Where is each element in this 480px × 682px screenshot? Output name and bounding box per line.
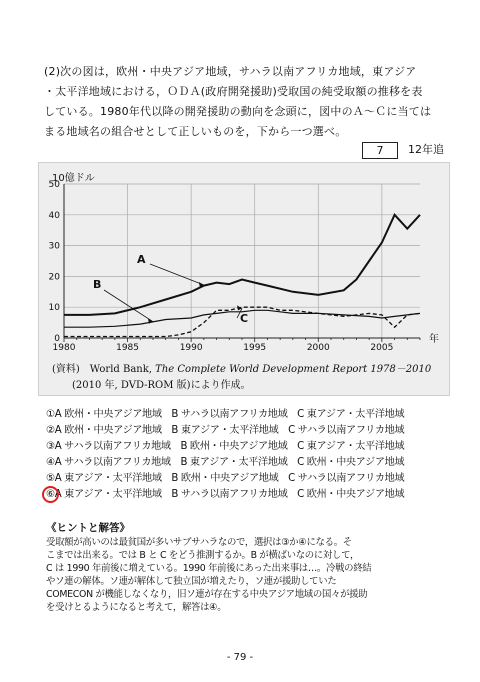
question-line: している。1980年代以降の開発援助の動向を念頭に，図中のＡ～Ｃに当ては (44, 105, 432, 118)
option-5[interactable]: ⑤A 東アジア・太平洋地域 B 欧州・中央アジア地域 C サハラ以南アフリカ地域 (46, 473, 405, 484)
x-tick-label: 2000 (306, 343, 330, 353)
option-a: 欧州・中央アジア地域 (64, 409, 162, 420)
y-tick-label: 20 (48, 272, 60, 283)
y-tick-label: 50 (48, 180, 60, 190)
hint-title: 《ヒントと解答》 (46, 522, 130, 534)
series-label-B: B (93, 278, 102, 291)
x-tick-label: 1985 (116, 343, 140, 353)
option-b: サハラ以南アフリカ地域 (180, 409, 288, 420)
option-a: サハラ以南アフリカ地域 (64, 457, 171, 468)
option-c: 東アジア・太平洋地域 (306, 441, 405, 452)
option-number: ④ (46, 457, 55, 468)
option-6[interactable]: ⑥A 東アジア・太平洋地域 B サハラ以南アフリカ地域 C 欧州・中央アジア地域 (46, 489, 405, 500)
option-2[interactable]: ②A 欧州・中央アジア地域 B 東アジア・太平洋地域 C サハラ以南アフリカ地域 (46, 425, 405, 436)
x-tick-label: 2005 (370, 343, 394, 353)
question-number-box: 7 (362, 142, 398, 159)
hint-text (46, 536, 444, 614)
x-tick-label: 1990 (179, 343, 203, 353)
hint-line: やソ連の解体。ソ連が解体して独立国が増えたり，ソ連が援助していた (46, 576, 337, 587)
option-b: サハラ以南アフリカ地域 (180, 489, 288, 500)
red-circle-mark (42, 486, 59, 503)
y-tick-label: 10 (48, 303, 60, 314)
option-number: ① (46, 409, 55, 420)
option-a: 欧州・中央アジア地域 (64, 425, 162, 436)
option-b: 欧州・中央アジア地域 (180, 473, 279, 484)
y-axis-unit: 10億ドル (52, 173, 95, 184)
hint-line: こまでは出来る。では B と C をどう推測するか。B が横ばいなのに対して， (46, 550, 360, 561)
hint-line: を受けとるようになると考えて，解答は④。 (46, 602, 227, 613)
option-c: 欧州・中央アジア地域 (306, 457, 405, 468)
option-4[interactable]: ④A サハラ以南アフリカ地域 B 東アジア・太平洋地域 C 欧州・中央アジア地域 (46, 457, 405, 468)
option-number: ③ (46, 441, 55, 452)
question-line: (2)次の図は，欧州・中央アジア地域，サハラ以南アフリカ地域，東アジア (44, 65, 417, 78)
option-c: サハラ以南アフリカ地域 (297, 473, 405, 484)
option-number: ② (46, 425, 55, 436)
option-b: 東アジア・太平洋地域 (180, 425, 279, 436)
option-a: 東アジア・太平洋地域 (64, 489, 162, 500)
hint-line: C は 1990 年前後に増えている。1990 年前後にあった出来事は…。冷戦の終結 (46, 563, 372, 574)
series-line-A (64, 215, 420, 315)
option-3[interactable]: ③A サハラ以南アフリカ地域 B 欧州・中央アジア地域 C 東アジア・太平洋地域 (46, 441, 405, 452)
option-b: 東アジア・太平洋地域 (189, 457, 288, 468)
option-b: 欧州・中央アジア地域 (189, 441, 288, 452)
y-tick-label: 30 (48, 241, 60, 252)
answer-options (46, 407, 446, 503)
x-tick-label: 1995 (243, 343, 267, 353)
option-c: サハラ以南アフリカ地域 (297, 425, 405, 436)
hint-line: 受取額が高いのは最貧国が多いサブサハラなので，選択は③か④になる。そ (46, 537, 352, 548)
source-prefix: (資料) World Bank, (52, 364, 156, 375)
question-year: 12年追 (408, 143, 444, 156)
x-axis-suffix: 年 (429, 334, 439, 345)
source-title: The Complete World Development Report 1978－2010 (155, 364, 432, 375)
y-tick-label: 40 (48, 210, 60, 221)
question-line: ・太平洋地域における，ＯＤＡ(政府開発援助)受取国の純受取額の推移を表 (44, 85, 423, 98)
series-label-A: A (137, 253, 146, 266)
hint-line: COMECON が機能しなくなり，旧ソ連が存在する中央アジア地域の国々が援助 (46, 589, 368, 600)
option-1[interactable]: ①A 欧州・中央アジア地域 B サハラ以南アフリカ地域 C 東アジア・太平洋地域 (46, 409, 405, 420)
option-number: ⑤ (46, 473, 55, 484)
y-tick-label: 0 (54, 334, 60, 344)
chart-source-edition: (2010 年, DVD-ROM 版)により作成。 (72, 380, 251, 391)
x-tick-label: 1980 (52, 343, 76, 353)
chart-source (52, 360, 431, 375)
option-a: 東アジア・太平洋地域 (64, 473, 162, 484)
option-a: サハラ以南アフリカ地域 (64, 441, 171, 452)
option-number: ⑥ (46, 489, 55, 500)
option-c: 東アジア・太平洋地域 (306, 409, 405, 420)
series-label-C: C (240, 312, 249, 325)
leader-line-A (150, 264, 204, 285)
option-c: 欧州・中央アジア地域 (306, 489, 405, 500)
page-number: - 79 - (226, 652, 254, 663)
question-line: まる地域名の組合せとして正しいものを，下から一つ選べ。 (44, 125, 347, 138)
